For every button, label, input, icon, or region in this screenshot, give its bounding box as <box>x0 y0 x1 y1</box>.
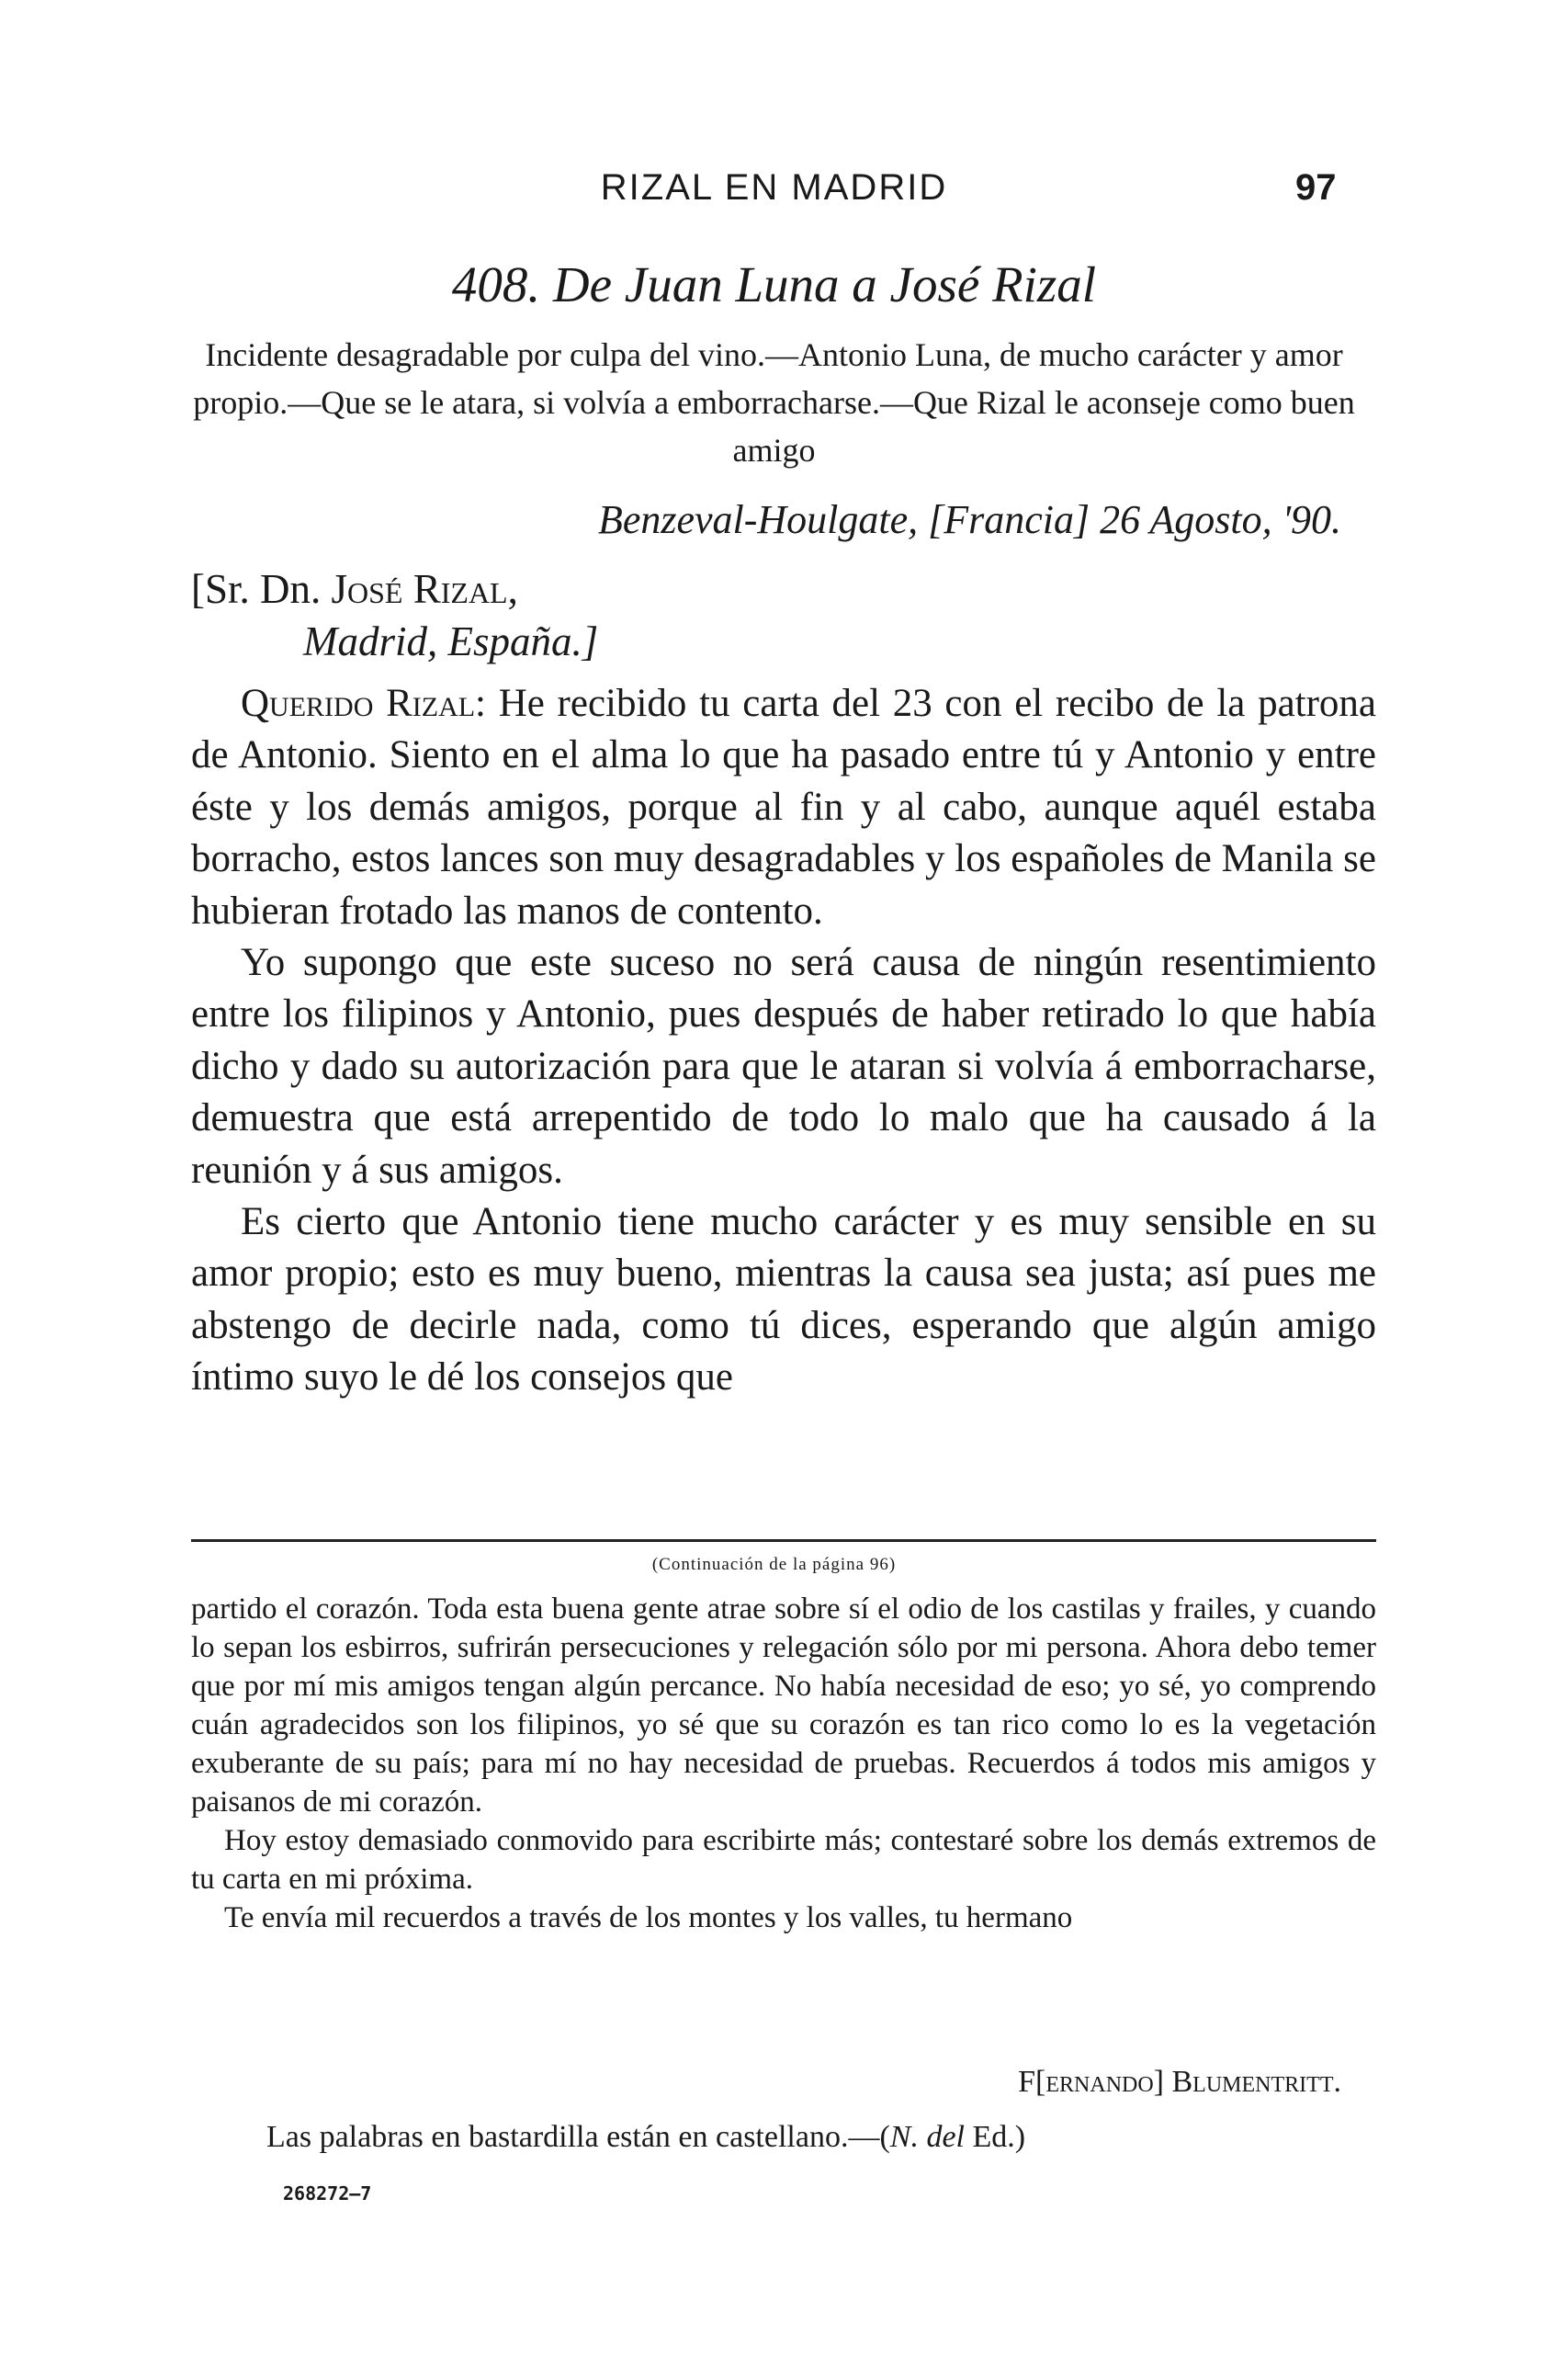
footnote-paragraph: Hoy estoy demasiado conmovido para escribirte más; contestaré sobre los demás extremos de tu carta en mi próxima. <box>191 1824 1376 1896</box>
salutation: Querido Rizal: <box>241 682 487 725</box>
body-paragraph: Yo supongo que este suceso no será causa de ningún resentimiento entre los filipinos y Antonio, pues después de haber retirado lo que había dicho y dado su autorización para que le ataran si volvía á emborracharse, demuestra que está arrepentido de todo lo malo que ha causado á la reunión y á sus amigos. <box>191 941 1376 1192</box>
footnote-block <box>191 1590 1376 1937</box>
body-paragraph: Es cierto que Antonio tiene mucho carácter y es muy sensible en su amor propio; esto es muy bueno, mientras la causa sea justa; así pues me abstengo de decirle nada, como tú dices, esperando que algún amigo íntimo suyo le dé los consejos que <box>191 1200 1376 1400</box>
editor-note-text: Las palabras en bastardilla están en castellano.—( <box>266 2120 890 2154</box>
editor-note-abbr: N. del <box>889 2120 965 2154</box>
running-title: RIZAL EN MADRID <box>600 167 948 208</box>
signature: F[ernando] Blumentritt. <box>1018 2065 1341 2099</box>
addressee-name: José Rizal, <box>331 566 518 612</box>
page-number: 97 <box>1295 167 1337 208</box>
footnote-paragraph: Te envía mil recuerdos a través de los montes y los valles, tu hermano <box>224 1901 1073 1934</box>
footnote-divider <box>191 1539 1376 1542</box>
paragraph-text: He recibido tu carta del 23 con el recibo de la patrona de Antonio. Siento en el alma lo que ha pasado entre tú y Antonio y entre éste y los demás amigos, porque al fin y al cabo, aunque aquél estaba borracho, estos lances son muy desagradables y los españoles de Manila se hubieran frotado las manos de contento. <box>191 682 1377 933</box>
footnote-paragraph: partido el corazón. Toda esta buena gente atrae sobre sí el odio de los castilas y frailes, y cuando lo sepan los esbirros, sufrirán persecuciones y relegación sólo por mi persona. Ahora debo temer que por mí mis amigos tengan algún percance. No había necesidad de eso; yo sé, yo comprendo cuán agradecidos son los filipinos, yo sé que su corazón es tan rico como lo es la vegetación exuberante de su país; para mí no hay necesidad de pruebas. Recuerdos á todos mis amigos y paisanos de mi corazón. <box>191 1592 1376 1819</box>
addressee-line <box>191 565 518 613</box>
body-paragraph <box>191 678 1376 937</box>
letter-summary: Incidente desagradable por culpa del vino.—Antonio Luna, de mucho carácter y amor propio.—Que se le atara, si volvía a emborracharse.—Que Rizal le aconseje como buen amigo <box>193 336 1355 469</box>
letter-body <box>191 678 1376 1404</box>
addressee-prefix: [Sr. Dn. <box>191 566 332 612</box>
editor-note <box>266 2120 1025 2155</box>
continuation-label: (Continuación de la página 96) <box>651 1555 897 1574</box>
place-date: Benzeval-Houlgate, [Francia] 26 Agosto, '90. <box>597 497 1341 542</box>
addressee-location: Madrid, España.] <box>303 618 599 664</box>
letter-heading: 408. De Juan Luna a José Rizal <box>451 256 1097 312</box>
print-code: 268272—7 <box>283 2182 372 2204</box>
editor-note-suffix: Ed.) <box>965 2120 1026 2154</box>
